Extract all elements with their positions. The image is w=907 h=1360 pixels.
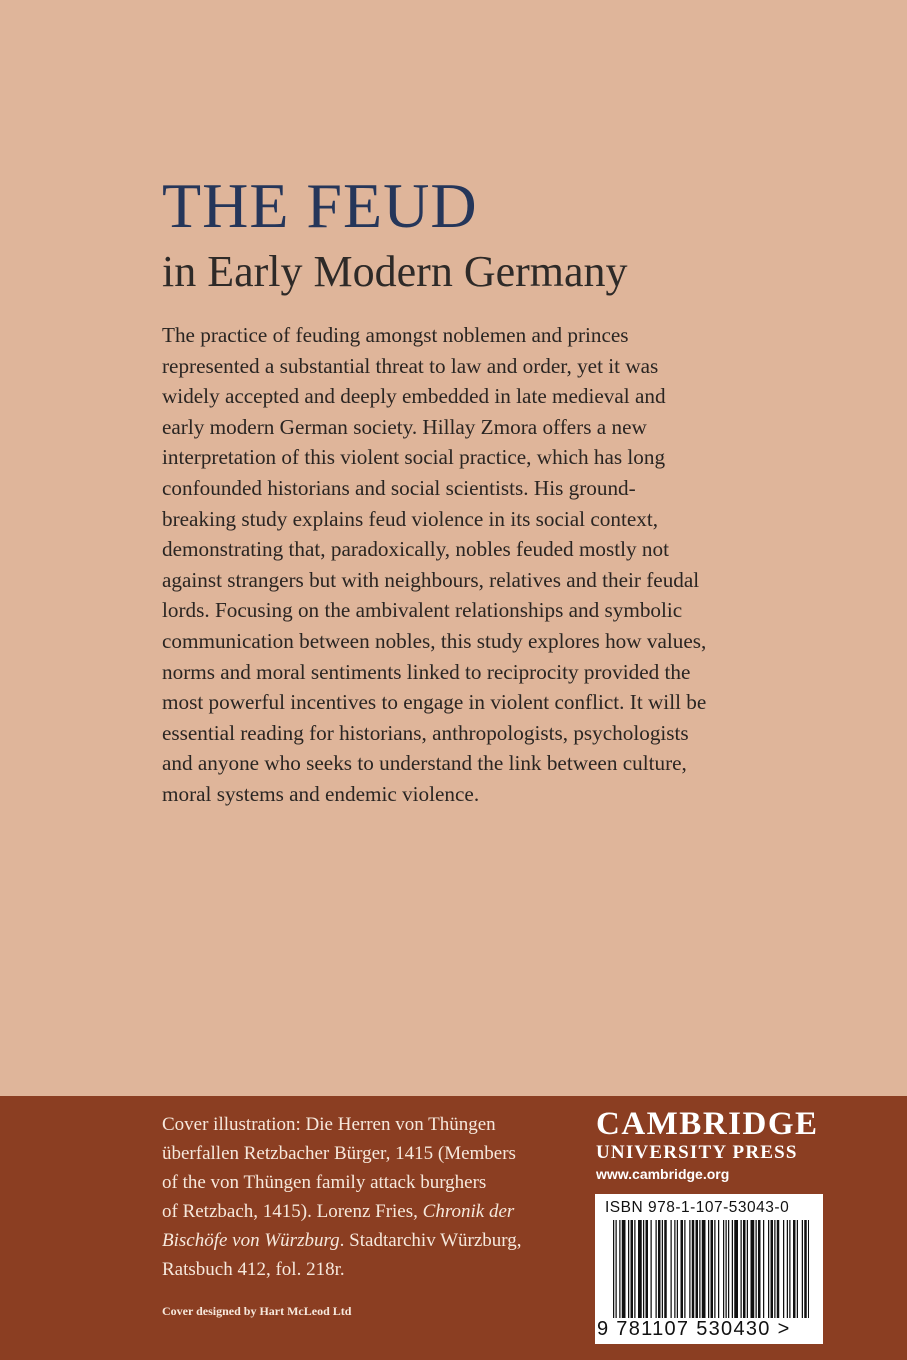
publisher-subname: UNIVERSITY PRESS <box>596 1142 798 1163</box>
blurb-line: most powerful incentives to engage in violent conflict. It will be <box>162 690 707 715</box>
credit-line: Ratsbuch 412, fol. 218r. <box>162 1259 345 1280</box>
book-subtitle: in Early Modern Germany <box>162 247 628 296</box>
blurb-line: and anyone who seeks to understand the link between culture, <box>162 751 687 776</box>
blurb-line: represented a substantial threat to law and order, yet it was <box>162 353 659 378</box>
isbn-barcode <box>595 1194 823 1344</box>
blurb-line: interpretation of this violent social practice, which has long <box>162 445 666 470</box>
credit-italic: Chronik der <box>422 1201 515 1222</box>
credit-italic: Bischöfe von Würzburg <box>162 1230 340 1251</box>
blurb-text <box>162 320 762 810</box>
cover-illustration-credit <box>162 1110 582 1284</box>
book-title: THE FEUD <box>162 170 478 241</box>
blurb-line: against strangers but with neighbours, relatives and their feudal <box>162 567 700 592</box>
blurb-line: confounded historians and social scientists. His ground- <box>162 475 636 500</box>
blurb-line: moral systems and endemic violence. <box>162 781 480 806</box>
credit-line: of Retzbach, 1415). Lorenz Fries, Chronik der <box>162 1201 515 1222</box>
credit-line: Bischöfe von Würzburg. Stadtarchiv Würzburg, <box>162 1230 522 1251</box>
barcode-digits: 9 781107 530430 > <box>597 1318 791 1340</box>
blurb-line: The practice of feuding amongst noblemen and princes <box>162 323 629 347</box>
publisher-logo <box>596 1106 836 1182</box>
publisher-url: www.cambridge.org <box>596 1166 730 1182</box>
blurb-line: early modern German society. Hillay Zmora offers a new <box>162 414 647 439</box>
blurb-line: norms and moral sentiments linked to reciprocity provided the <box>162 659 691 684</box>
blurb-line: widely accepted and deeply embedded in late medieval and <box>162 384 666 409</box>
credit-line: überfallen Retzbacher Bürger, 1415 (Members <box>162 1143 516 1164</box>
publisher-name: CAMBRIDGE <box>596 1106 819 1142</box>
credit-line: of the von Thüngen family attack burghers <box>162 1172 487 1193</box>
isbn-number: ISBN 978-1-107-53043-0 <box>605 1199 790 1216</box>
blurb-line: communication between nobles, this study explores how values, <box>162 628 707 653</box>
designer-credit: Cover designed by Hart McLeod Ltd <box>162 1304 352 1318</box>
blurb-line: breaking study explains feud violence in its social context, <box>162 506 659 531</box>
blurb-line: essential reading for historians, anthropologists, psychologists <box>162 720 689 745</box>
title-block <box>162 170 762 298</box>
barcode-bars-icon <box>613 1220 809 1318</box>
footer-band <box>0 1096 907 1360</box>
blurb-line: demonstrating that, paradoxically, nobles feuded mostly not <box>162 537 670 562</box>
credit-line: Cover illustration: Die Herren von Thüngen <box>162 1114 496 1135</box>
blurb-line: lords. Focusing on the ambivalent relationships and symbolic <box>162 598 683 623</box>
